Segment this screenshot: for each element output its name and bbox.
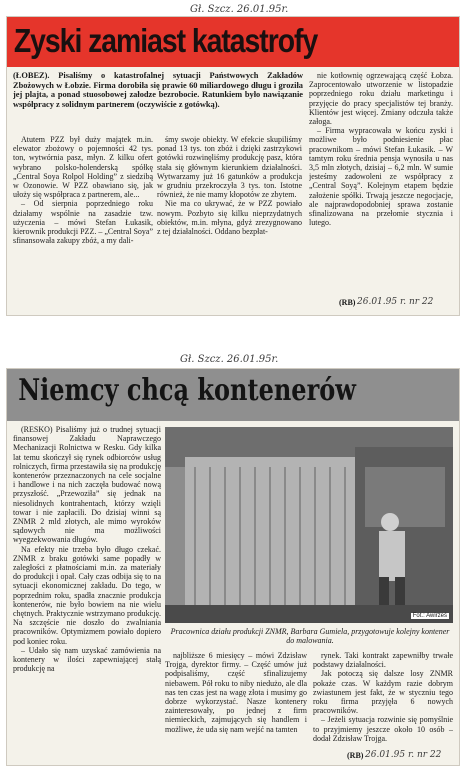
clip2-column-1 (13, 425, 161, 761)
clip2-col3-para-1: rynek. Taki kontrakt zapewniłby trwałe podstawy działalności. (313, 651, 453, 670)
clip2-photo-caption: Pracownica działu produkcji ZNMR, Barbara Gumiela, przygotowuje kolejny kontener do malowania. (170, 627, 450, 646)
clip2-file-note: 26.01.95 r. nr 22 (365, 750, 442, 760)
clip2-headline: Niemcy chcą kontenerów (18, 373, 356, 408)
clip2-col3-para-2: Jak potoczą się dalsze losy ZNMR pokaże czas. W każdym razie dobrym zwiastunem jest fakt, że w styczniu tego roku firma przyjęła 6 nowych pracowników. (313, 669, 453, 716)
clip1-column-1 (13, 135, 153, 311)
clip2-source: (RB) (347, 751, 364, 760)
clip2-column-3 (313, 651, 453, 751)
clip2-article (6, 368, 460, 766)
clip2-headline-banner (7, 369, 459, 421)
clip1-source: (RB) (339, 298, 356, 307)
clip1-col3-para-1: nie kotłownię ogrzewającą część Łobza. Zaprocentowało utworzenie w listopadzie poprzedniego roku działu marketingu i przyjęcie do pracy specjalistów tej branży. Klientów jest więcej. Zmiany odczuła także załoga. (309, 71, 453, 127)
clip2-col1-para-2: Na efekty nie trzeba było długo czekać. ZNMR z braku gotówki same popadły w zaległości z płatnościami m.in. za materiały do produkcji i opał. Cały czas odbija się to na sytuacji ekonomicznej zakładu. Do tego, w poprzednim roku, spadła znacznie produkcja kontenerów, nie było bowiem na nie wielu chętnych. Praktycznie wstrzymano produkcję. Na szczęście nie doszło do zwalniania pracowników. Optymizmem powiało dopiero pod koniec roku. (13, 544, 161, 646)
clip1-file-note: 26.01.95 r. nr 22 (357, 297, 434, 307)
clip2-col2-para-1: najbliższe 6 miesięcy – mówi Zdzisław Trojga, dyrektor firmy. – Część umów już podpisaliśmy, część sfinalizujemy niebawem. Pół roku to niby niedużo, ale dla nas ten czas jest na wagę złota i musimy go dobrze wykorzystać. Nasze kontenery zainteresowały, po jednej z firm niemieckich, zajmujących się handlem i możliwe, że uda się nam wejść na tamten (165, 651, 307, 734)
clip2-col3-para-3: – Jeżeli sytuacja rozwinie się pomyślnie to przyjmiemy jeszcze około 10 osób – dodał Zdzisław Trojga. (313, 715, 453, 743)
clip1-headline: Zyski zamiast katastrofy (13, 22, 318, 59)
clip1-col1-para-2: – Od sierpnia poprzedniego roku działamy wspólnie na zasadzie tzw. użyczenia – mówi Stefan Łukasik, kierownik produkcji PZZ. – „Central Soya” sfinansowała zakupy zbóż, a my dali- (13, 199, 153, 246)
clip1-col1-para-1: Atutem PZZ był duży majątek m.in. elewator zbożowy o pojemności 42 tys. ton, wytwórnia pasz, młyn. Z kilku ofert wybrano polsko-holenderską spółkę „Central Soya Rolpol Holding” z siedzibą w Ozonowie. W PZZ obawiano się, jak ułoży się współpraca z partnerem, ale... (13, 135, 153, 200)
clip1-column-3 (309, 71, 453, 301)
clip2-photo-credit: Fot.: Awirześ (412, 613, 447, 619)
clip2-photo (165, 427, 453, 623)
clip1-headline-banner (7, 17, 459, 67)
clip1-col3-para-2: – Firma wypracowała w końcu zyski i możliwe było podniesienie płac pracownikom – mówi Stefan Łukasik. – W tamtym roku średnia pensja wynosiła u nas 3,5 mln złotych, dzisiaj – 6,2 mln. W sumie jesteśmy zadowoleni ze współpracy z „Central Soyą”. Kolejnym etapem będzie założenie spółki. Trwają jeszcze negocjacje, ale najprawdopodobniej sprawa zostanie sfinalizowana na przełomie stycznia i lutego. (309, 126, 453, 228)
clip1-column-2 (157, 135, 302, 311)
clip2-column-2 (165, 651, 307, 761)
clip2-date-note: Gł. Szcz. 26.01.95r. (180, 354, 279, 365)
clip2-col1-para-3: – Udało się nam uzyskać zamówienia na kontenery w ilości zapewniającej stałą produkcję na (13, 645, 161, 674)
clip1-col2-para-2: Nie ma co ukrywać, że w PZZ powiało nowym. Pozbyto się kilku nieprzydatnych obiektów, m.in. młyna, gdyż zrezygnowano z tej działalności. Oddano bezpłat- (157, 199, 302, 237)
clip1-lead: (ŁOBEZ). Pisaliśmy o katastrofalnej sytuacji Państwowych Zakładów Zbożowych w Łobzie. Firma dorobiła się prawie 60 miliardowego długu i groziła jej plajta, a ponad stuosobowej załodze bezrobocie. Ratunkiem było nawiązanie współpracy z solidnym partnerem (oczywiście z gotówką). (13, 71, 303, 109)
clip2-col1-para-1: (RESKO) Pisaliśmy już o trudnej sytuacji finansowej Zakładu Naprawczego Mechanizacji Rolnictwa w Resku. Gdy kilka lat temu skończył się rynek odbiorców usług rolniczych, firma przestawiła się na produkcję kontenerów przeznaczonych na cele socjalne i handlowe i na nich zaczęła budować nową przyszłość. „Przewoziła” się jednak na niesolidnych kontrahentach, którzy wzięli towar i nie zapłacili. Do dzisiaj winni są ZNMR 2 mld złotych, ale mimo wyroków sądowych nie ma możliwości wyegzekwowania długów. (13, 425, 161, 545)
clip1-article (6, 16, 460, 316)
clip1-col2-para-1: śmy swoje obiekty. W efekcie skupiliśmy ponad 13 tys. ton zbóż i dzięki zastrzykowi gotówki rozwinęliśmy produkcję pasz, która stała się głównym kierunkiem działalności. Wytwarzamy już 16 gatunków a produkcja w grudniu przekroczyła 3 tys. ton. Istotne również, że nie mamy kłopotów ze zbytem. (157, 135, 302, 200)
clip1-date-note: Gł. Szcz. 26.01.95r. (190, 4, 289, 15)
container-factory-photo (165, 427, 453, 623)
